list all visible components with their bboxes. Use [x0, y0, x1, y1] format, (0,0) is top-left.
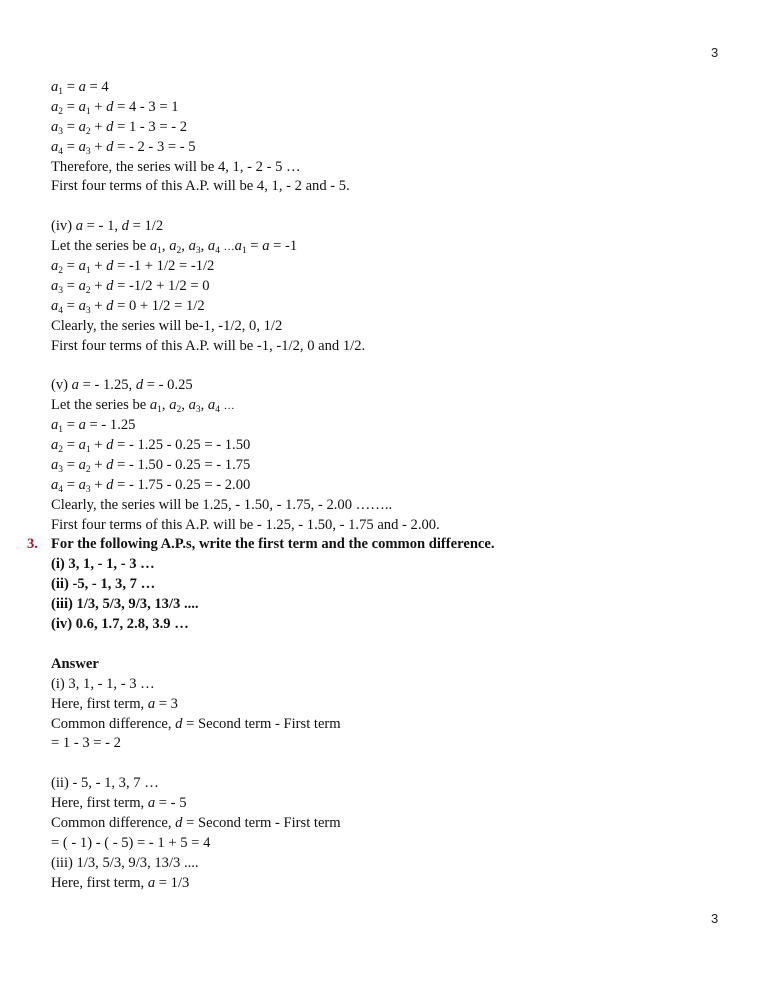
- question-item-ii: (ii) -5, - 1, 3, 7 …: [51, 576, 156, 593]
- question-item-iii: (iii) 1/3, 5/3, 9/3, 13/3 ....: [51, 596, 199, 613]
- answer-iii-first-term: Here, first term, a = 1/3: [51, 874, 190, 891]
- question-3-prompt-line: [27, 535, 741, 555]
- part-v: [51, 376, 741, 535]
- series-statement: Clearly, the series will be 1.25, - 1.50, - 1.75, - 2.00 ……..: [51, 496, 393, 513]
- answer-label: Answer: [51, 655, 99, 672]
- answer-i-first-term: Here, first term, a = 3: [51, 695, 178, 712]
- equation-a3: $a_3 = a_2 + d = 1 - 3$ = - 2: [51, 118, 188, 137]
- series-statement: Clearly, the series will be-1, -1/2, 0, 1/2: [51, 317, 283, 334]
- part-iv: [51, 217, 741, 356]
- part-iii-continuation: [51, 78, 741, 197]
- conclusion: First four terms of this A.P. will be - 1.25, - 1.50, - 1.75 and - 2.00.: [51, 516, 440, 533]
- answer-ii-common-diff: Common difference, d = Second term - First term: [51, 814, 341, 831]
- answer-iii-series: (iii) 1/3, 5/3, 9/3, 13/3 ....: [51, 854, 199, 871]
- equation-a4: $a_4 = a_3 + d$ = - 1.75 - 0.25 = - 2.00: [51, 476, 251, 495]
- equation-a4: $a_4 = a_3 + d = 0 + 1/2 = 1/2$: [51, 297, 205, 316]
- series-definition: Let the series be $a_1$, $a_2$, $a_3$, $a_4$ $\dots a_1 = a = -1$: [51, 238, 298, 257]
- answer-ii-series: (ii) - 5, - 1, 3, 7 …: [51, 775, 159, 792]
- series-definition: Let the series be $a_1$, $a_2$, $a_3$, $a_4$ …: [51, 397, 235, 416]
- conclusion: First four terms of this A.P. will be 4, 1, - 2 and - 5.: [51, 178, 350, 195]
- equation-a2: $a_2 = a_1 + d$ = - 1.25 - 0.25 = - 1.50: [51, 437, 251, 456]
- answer-i-series: (i) 3, 1, - 1, - 3 …: [51, 675, 155, 692]
- answer-ii-calc: = ( - 1) - ( - 5) = - 1 + 5 = 4: [51, 834, 211, 851]
- document-body: [27, 78, 741, 894]
- equation-a2: $a_2 = a_1 + d = -1 + 1/2 = -1/2$: [51, 258, 215, 277]
- part-iv-heading: (iv) a = - 1, d = 1/2: [51, 218, 164, 235]
- answer-i: [51, 675, 741, 755]
- answer-ii: [51, 774, 741, 854]
- question-number: 3.: [27, 536, 38, 553]
- equation-a2: $a_2 = a_1 + d = 4 - 3 = 1$: [51, 98, 179, 117]
- question-prompt: For the following A.P.s, write the first term and the common difference.: [51, 536, 495, 553]
- equation-a1: $a_1 = a = 4$: [51, 79, 109, 97]
- question-item-iv: (iv) 0.6, 1.7, 2.8, 3.9 …: [51, 616, 189, 633]
- answer-i-common-diff: Common difference, d = Second term - First term: [51, 715, 341, 732]
- series-statement: Therefore, the series will be 4, 1, - 2 - 5 …: [51, 158, 301, 175]
- equation-a4: $a_4 = a_3 + d$ = - 2 - 3 = - 5: [51, 138, 196, 157]
- page-number-bottom: 3: [711, 911, 719, 926]
- question-3: [27, 535, 741, 634]
- part-v-heading: (v) a = - 1.25, d = - 0.25: [51, 377, 193, 394]
- question-item-i: (i) 3, 1, - 1, - 3 …: [51, 556, 155, 573]
- answer-iii: [51, 854, 741, 894]
- equation-a3: $a_3 = a_2 + d$ = - 1.50 - 0.25 = - 1.75: [51, 456, 251, 475]
- equation-a3: $a_3 = a_2 + d = -1/2 + 1/2 = 0$: [51, 277, 210, 296]
- answer-ii-first-term: Here, first term, a = - 5: [51, 795, 187, 812]
- page-number-top: 3: [711, 45, 719, 60]
- answer-i-calc: = 1 - 3 = - 2: [51, 735, 121, 752]
- conclusion: First four terms of this A.P. will be -1, -1/2, 0 and 1/2.: [51, 337, 366, 354]
- equation-a1: $a_1 = a$ = - 1.25: [51, 417, 136, 436]
